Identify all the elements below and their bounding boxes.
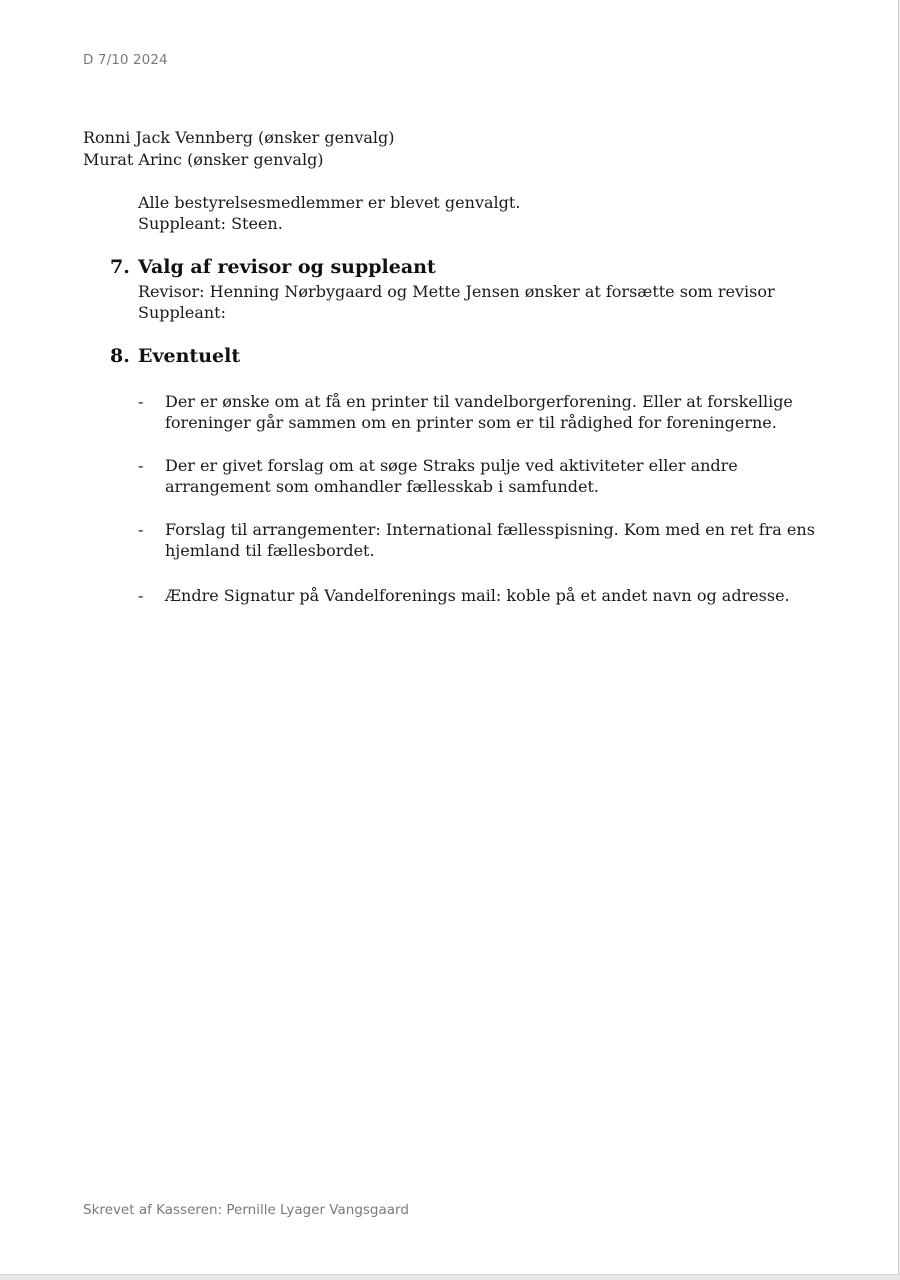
list-item: [138, 585, 828, 607]
section-number: 7.: [110, 256, 130, 278]
list-item: [138, 455, 828, 499]
list-item-text: Der er ønske om at få en printer til vandelborgerforening. Eller at forskellige foreninger går sammen om en printer som er til rådighed for foreningerne.: [165, 392, 793, 432]
bullet-dash: -: [138, 456, 144, 475]
bullet-dash: -: [138, 392, 144, 411]
list-item-text: Der er givet forslag om at søge Straks pulje ved aktiviteter eller andre arrangement som omhandler fællesskab i samfundet.: [165, 456, 738, 496]
page-header-date: D 7/10 2024: [83, 52, 168, 68]
bullet-dash: -: [138, 586, 144, 605]
board-candidate-line: Murat Arinc (ønsker genvalg): [83, 150, 324, 169]
section-number: 8.: [110, 345, 130, 367]
section-title: Eventuelt: [138, 345, 241, 367]
list-item: [138, 519, 828, 563]
section-8-heading: [110, 345, 510, 371]
list-item-text: Forslag til arrangementer: International fællesspisning. Kom med en ret fra ens hjemland til fællesbordet.: [165, 520, 815, 560]
substitute-text: Suppleant: Steen.: [138, 214, 283, 233]
revisor-text: Revisor: Henning Nørbygaard og Mette Jensen ønsker at forsætte som revisor: [138, 282, 775, 301]
election-result-text: Alle bestyrelsesmedlemmer er blevet genvalgt.: [138, 193, 521, 212]
page-footer-author: Skrevet af Kasseren: Pernille Lyager Vangsgaard: [83, 1202, 409, 1218]
list-item: [138, 391, 828, 435]
board-candidate-line: Ronni Jack Vennberg (ønsker genvalg): [83, 128, 395, 147]
section-7-heading: [110, 256, 510, 282]
list-item-text: Ændre Signatur på Vandelforenings mail: koble på et andet navn og adresse.: [165, 586, 790, 605]
bullet-dash: -: [138, 520, 144, 539]
revisor-substitute-text: Suppleant:: [138, 303, 226, 322]
section-title: Valg af revisor og suppleant: [138, 256, 436, 278]
